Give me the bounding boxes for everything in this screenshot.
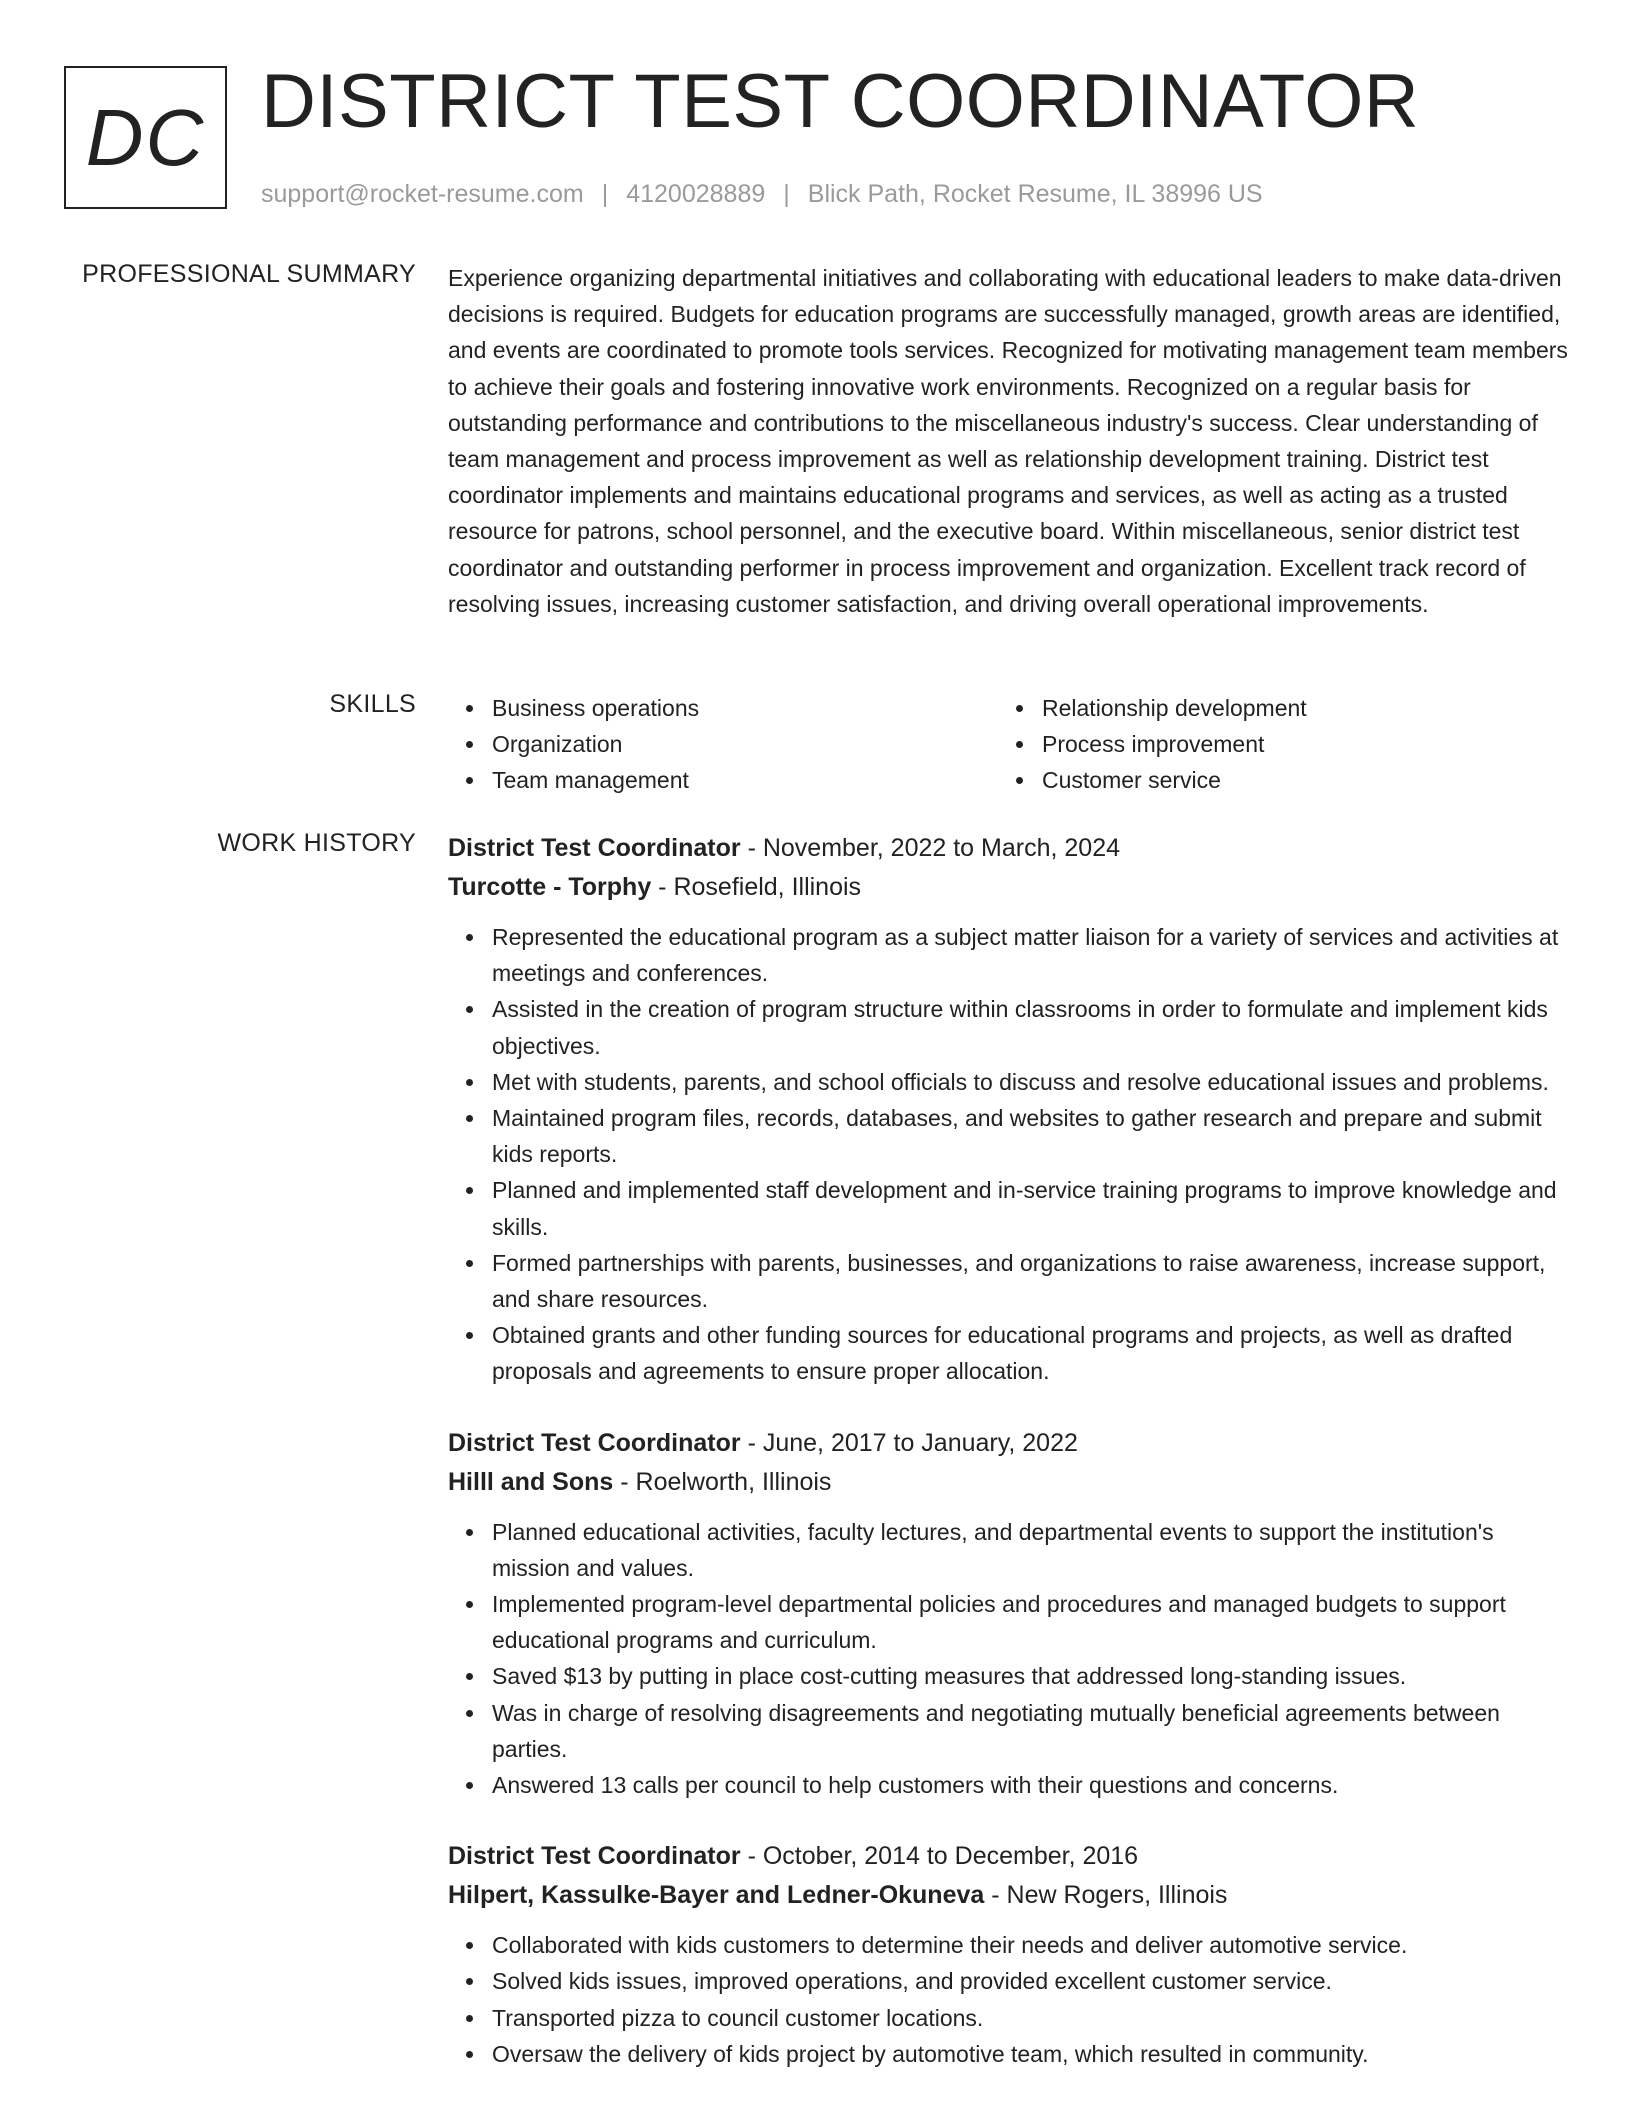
section-label-work-history: WORK HISTORY (217, 829, 416, 857)
skills-list-left (448, 690, 998, 799)
skill-item: Relationship development (998, 690, 1548, 726)
job-bullet: Collaborated with kids customers to determine their needs and deliver automotive service. (448, 1927, 1570, 1963)
job-bullet: Represented the educational program as a subject matter liaison for a variety of services and activities at meetings and conferences. (448, 919, 1570, 991)
job-bullet: Oversaw the delivery of kids project by automotive team, which resulted in community. (448, 2036, 1570, 2072)
contact-phone: 4120028889 (626, 180, 766, 208)
job-title-line (448, 1837, 1570, 1876)
job-title: District Test Coordinator (448, 1842, 741, 1871)
job-dates: - October, 2014 to December, 2016 (740, 1842, 1139, 1871)
job-company: Hilpert, Kassulke-Bayer and Ledner-Okuneva (448, 1881, 985, 1910)
job-bullet: Maintained program files, records, databases, and websites to gather research and prepare and submit kids reports. (448, 1100, 1570, 1172)
job-title: District Test Coordinator (448, 1428, 741, 1457)
job-entry (448, 1837, 1570, 2072)
skills-body (448, 690, 1570, 799)
job-title-line (448, 1424, 1570, 1463)
job-company-line (448, 1876, 1570, 1915)
job-company-line (448, 868, 1570, 907)
contact-separator: | (783, 180, 790, 208)
job-dates: - November, 2022 to March, 2024 (740, 834, 1120, 862)
job-dates: - June, 2017 to January, 2022 (740, 1428, 1078, 1457)
job-company: Turcotte - Torphy (448, 873, 652, 901)
job-location: - Rosefield, Illinois (651, 873, 862, 901)
monogram-initials: DC (85, 92, 206, 182)
contact-address: Blick Path, Rocket Resume, IL 38996 US (807, 180, 1263, 208)
section-label-summary: PROFESSIONAL SUMMARY (82, 260, 416, 288)
job-bullet: Met with students, parents, and school officials to discuss and resolve educational issues and problems. (448, 1064, 1570, 1100)
job-entry (448, 1424, 1570, 1804)
job-location: - New Rogers, Illinois (984, 1881, 1228, 1910)
job-title-line (448, 829, 1570, 868)
job-title: District Test Coordinator (448, 834, 741, 862)
skill-item: Business operations (448, 690, 998, 726)
job-bullet: Formed partnerships with parents, businesses, and organizations to raise awareness, increase support, and share resources. (448, 1245, 1570, 1317)
skill-item: Organization (448, 726, 998, 762)
job-entry (448, 829, 1570, 1390)
job-bullet: Planned educational activities, faculty lectures, and departmental events to support the institution's mission and values. (448, 1514, 1570, 1586)
job-company-line (448, 1463, 1570, 1502)
summary-text: Experience organizing departmental initiatives and collaborating with educational leaders to make data-driven decisions is required. Budgets for education programs are successfully managed, growth areas are identified, and events are coordinated to promote tools services. Recognized for motivating management team members to achieve their goals and fostering innovative work environments. Recognized on a regular basis for outstanding performance and contributions to the miscellaneous industry's success. Clear understanding of team management and process improvement as well as relationship development training. District test coordinator implements and maintains educational programs and services, as well as acting as a trusted resource for patrons, school personnel, and the executive board. Within miscellaneous, senior district test coordinator and outstanding performer in process improvement and organization. Excellent track record of resolving issues, increasing customer satisfaction, and driving overall operational improvements. (448, 265, 1568, 617)
skill-item: Team management (448, 762, 998, 798)
job-bullet: Transported pizza to council customer locations. (448, 2000, 1570, 2036)
contact-separator: | (601, 180, 609, 208)
job-bullet: Assisted in the creation of program structure within classrooms in order to formulate and implement kids objectives. (448, 991, 1570, 1063)
section-label-skills: SKILLS (329, 690, 416, 718)
skill-item: Process improvement (998, 726, 1548, 762)
job-bullet: Was in charge of resolving disagreements and negotiating mutually beneficial agreements between parties. (448, 1695, 1570, 1767)
contact-email: support@rocket-resume.com (261, 180, 584, 208)
job-bullets (448, 1927, 1570, 2072)
job-bullets (448, 919, 1570, 1390)
job-bullet: Saved $13 by putting in place cost-cutting measures that addressed long-standing issues. (448, 1658, 1570, 1694)
skills-grid (448, 690, 1570, 799)
skills-list-right (998, 690, 1548, 799)
job-bullets (448, 1514, 1570, 1804)
job-company: Hilll and Sons (448, 1467, 614, 1496)
monogram-box (64, 66, 227, 209)
job-bullet: Solved kids issues, improved operations, and provided excellent customer service. (448, 1963, 1570, 1999)
skill-item: Customer service (998, 762, 1548, 798)
job-bullet: Obtained grants and other funding sources for educational programs and projects, as well as drafted proposals and agreements to ensure proper allocation. (448, 1317, 1570, 1389)
contact-line (261, 180, 1592, 209)
resume-header (261, 58, 1592, 209)
job-bullet: Answered 13 calls per council to help customers with their questions and concerns. (448, 1767, 1570, 1803)
job-bullet: Implemented program-level departmental policies and procedures and managed budgets to support educational programs and curriculum. (448, 1586, 1570, 1658)
resume-title: DISTRICT TEST COORDINATOR (261, 59, 1420, 144)
work-history-body (448, 829, 1570, 2106)
job-location: - Roelworth, Illinois (613, 1467, 832, 1496)
job-bullet: Planned and implemented staff development and in-service training programs to improve knowledge and skills. (448, 1172, 1570, 1244)
